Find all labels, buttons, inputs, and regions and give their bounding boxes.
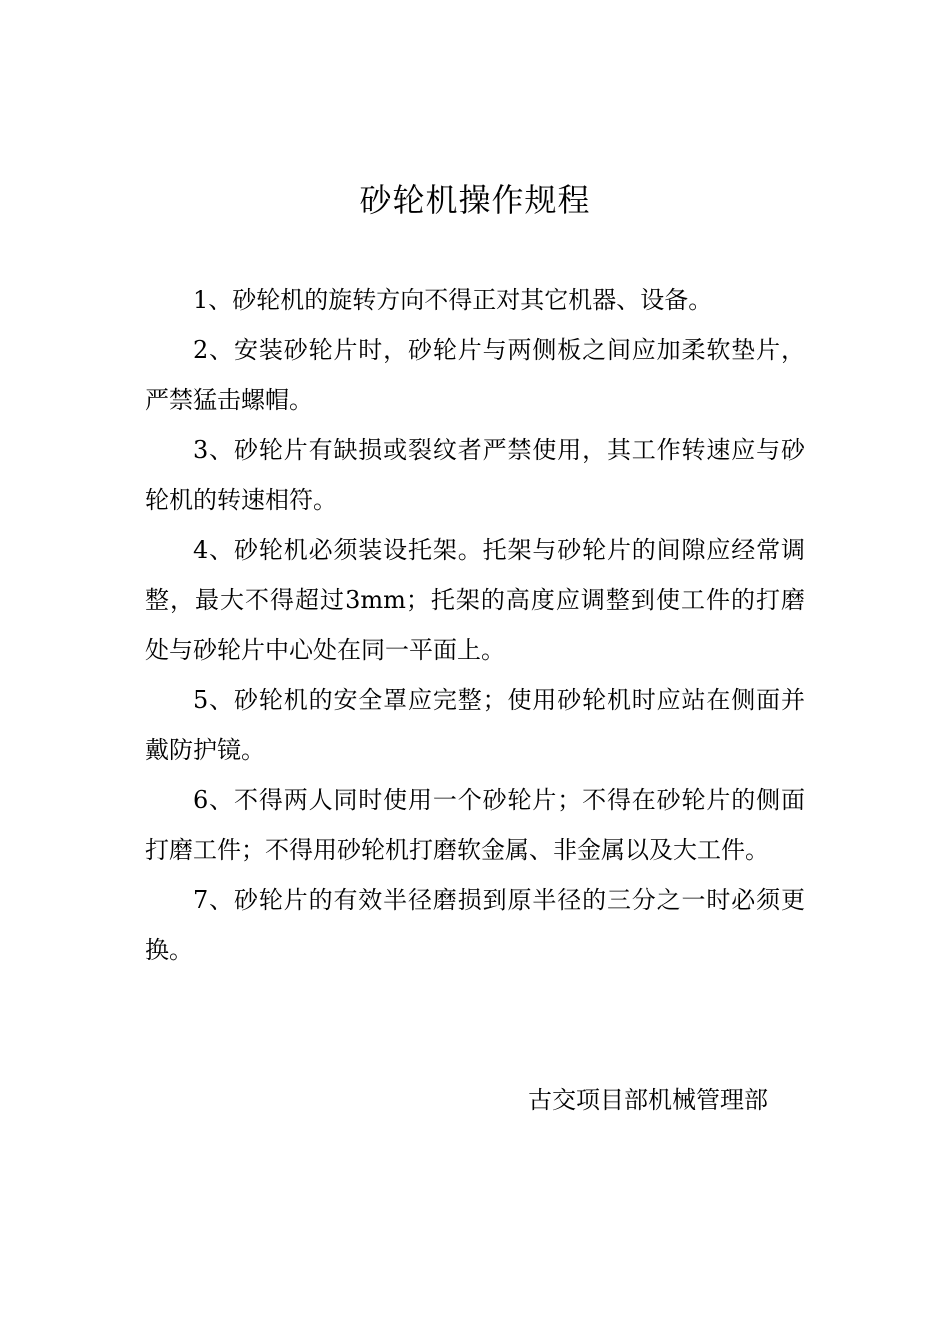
rule-paragraph-6: 6、不得两人同时使用一个砂轮片；不得在砂轮片的侧面打磨工件；不得用砂轮机打磨软金属、非金属以及大工件。	[145, 786, 805, 864]
rule-paragraph-3: 3、砂轮片有缺损或裂纹者严禁使用，其工作转速应与砂轮机的转速相符。	[145, 436, 805, 514]
issuing-department: 古交项目部机械管理部	[528, 1086, 768, 1114]
rule-paragraph-2: 2、安装砂轮片时，砂轮片与两侧板之间应加柔软垫片，严禁猛击螺帽。	[145, 336, 805, 414]
rule-paragraph-4: 4、砂轮机必须装设托架。托架与砂轮片的间隙应经常调整，最大不得超过3mm；托架的高度应调整到使工件的打磨处与砂轮片中心处在同一平面上。	[145, 536, 805, 664]
document-body	[145, 275, 805, 975]
rule-paragraph-1: 1、砂轮机的旋转方向不得正对其它机器、设备。	[193, 286, 713, 314]
document-title: 砂轮机操作规程	[359, 181, 591, 219]
rule-paragraph-7: 7、砂轮片的有效半径磨损到原半径的三分之一时必须更换。	[145, 886, 805, 964]
rule-paragraph-5: 5、砂轮机的安全罩应完整；使用砂轮机时应站在侧面并戴防护镜。	[145, 686, 805, 764]
